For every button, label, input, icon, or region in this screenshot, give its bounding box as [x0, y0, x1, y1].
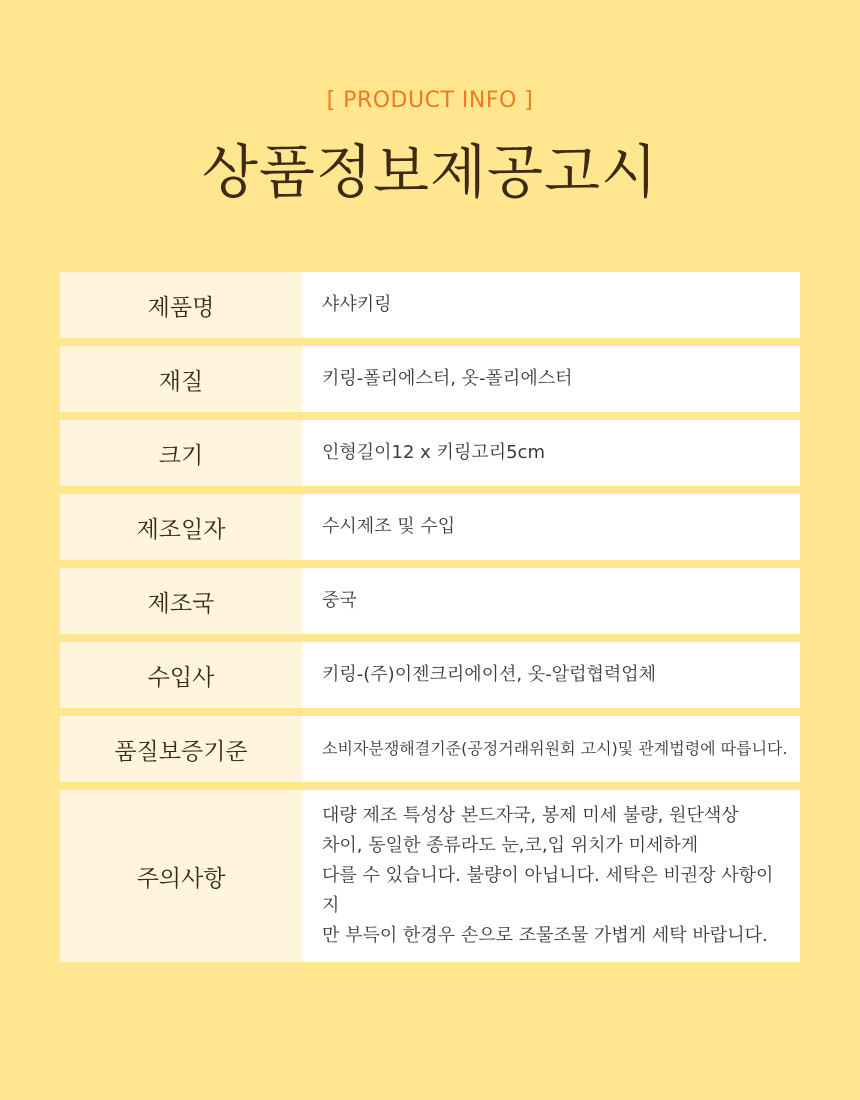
cautions-line: 차이, 동일한 종류라도 눈,코,입 위치가 미세하게	[322, 835, 699, 856]
cautions-line: 다를 수 있습니다. 불량이 아닙니다. 세탁은 비권장 사항이지	[322, 865, 774, 916]
table-row-material	[60, 346, 800, 412]
section-eyebrow: [ PRODUCT INFO ]	[326, 88, 534, 113]
row-label-quality-standard: 품질보증기준	[60, 716, 302, 782]
cautions-line: 만 부득이 한경우 손으로 조물조물 가볍게 세탁 바랍니다.	[322, 925, 768, 946]
row-label-manufacture-date: 제조일자	[60, 494, 302, 560]
row-label-material: 재질	[60, 346, 302, 412]
table-row-manufacture-date	[60, 494, 800, 560]
table-row-size	[60, 420, 800, 486]
row-value-importer: 키링-(주)이젠크리에이션, 옷-알럽협력업체	[302, 642, 800, 708]
cautions-line: 대량 제조 특성상 본드자국, 봉제 미세 불량, 원단색상	[322, 805, 739, 826]
row-label-product-name: 제품명	[60, 272, 302, 338]
product-info-table	[60, 272, 800, 970]
table-row-country	[60, 568, 800, 634]
row-value-quality-standard: 소비자분쟁해결기준(공정거래위원회 고시)및 관계법령에 따릅니다.	[302, 716, 800, 782]
row-value-product-name: 샤샤키링	[302, 272, 800, 338]
row-value-country: 중국	[302, 568, 800, 634]
table-row-product-name	[60, 272, 800, 338]
row-value-size: 인형길이12 x 키링고리5cm	[302, 420, 800, 486]
cautions-text	[322, 801, 786, 951]
row-label-cautions: 주의사항	[60, 790, 302, 962]
table-row-quality-standard	[60, 716, 800, 782]
table-row-cautions	[60, 790, 800, 962]
row-value-material: 키링-폴리에스터, 옷-폴리에스터	[302, 346, 800, 412]
row-value-cautions	[302, 790, 800, 962]
page-title: 상품정보제공고시	[201, 138, 659, 206]
row-label-country: 제조국	[60, 568, 302, 634]
row-label-importer: 수입사	[60, 642, 302, 708]
row-value-manufacture-date: 수시제조 및 수입	[302, 494, 800, 560]
table-row-importer	[60, 642, 800, 708]
row-label-size: 크기	[60, 420, 302, 486]
